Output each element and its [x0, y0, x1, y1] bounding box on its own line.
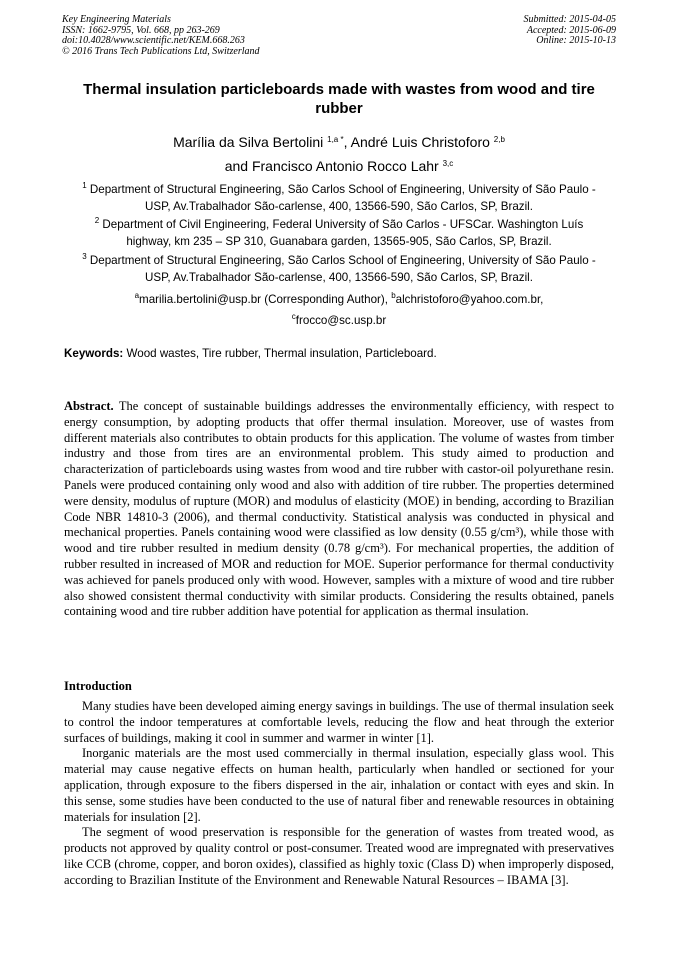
abstract	[64, 399, 614, 620]
keywords-label: Keywords:	[64, 347, 124, 360]
author-list: Marília da Silva Bertolini $^{1,a *}$, André Luis Christoforo $^{2,b}$ and Francisco Antonio Rocco Lahr $^{3,c}$	[173, 134, 505, 174]
abstract-text: The concept of sustainable buildings addresses the environmentally efficiency, with respect to energy consumption, by adopting products that offer thermal insulation. Moreover, use of wastes from different materials also contributes to obtain products for this application. The volume of wastes from timber industry and those from tires are an environmental problem. This study aimed to production and characterization of particleboards using wastes from wood and tire rubber with castor-oil polyurethane resin. Panels were produced containing only wood and also with addition of tire rubber. The properties determined were density, modulus of rupture (MOR) and modulus of elasticity (MOE) in bending, according to Brazilian Code NBR 14810-3 (2006), and thermal conductivity. Statistical analysis was conducted in physical and mechanical properties. Panels containing wood were classified as low density (0.55 g/cm³), while those with wood and tire rubber resulted in medium density (0.78 g/cm³). For mechanical properties, the addition of rubber resulted in increased of MOR and reduction for MOE. Superior performance for thermal conductivity was achieved for panels produced only with wood. However, samples with a mixture of wood and tire rubber also showed consistent thermal conductivity with similar products. Considering the results obtained, panels containing wood and tire rubber addition have potential for application as thermal insulation.	[64, 399, 614, 619]
issn: ISSN: 1662-9795, Vol. 668, pp 263-269	[62, 24, 220, 36]
author-1-marker: 1,a *	[327, 135, 344, 144]
author-3-marker: 3,c	[442, 159, 454, 168]
online-date: Online: 2015-10-13	[536, 35, 616, 46]
author-2: André Luis Christoforo	[350, 134, 490, 150]
author-2-marker: 2,b	[493, 135, 505, 144]
email-a[interactable]: marilia.bertolini@usp.br (Corresponding Author),	[139, 293, 388, 306]
journal-info	[62, 15, 260, 57]
publication-dates	[524, 15, 617, 47]
abstract-label: Abstract.	[64, 399, 114, 413]
email-a-marker: a	[134, 291, 140, 300]
author-emails	[62, 289, 616, 331]
affiliation-3-text: Department of Structural Engineering, São Carlos School of Engineering, University of São Paulo - USP, Av.Trabalhador São-carlense, 400, 13566-590, São Carlos, SP, Brazil.	[89, 254, 596, 284]
affiliation-1-number: 1	[82, 181, 87, 190]
submitted-date: Submitted: 2015-04-05	[523, 14, 616, 25]
keywords-text: Wood wastes, Tire rubber, Thermal insulation, Particleboard.	[126, 347, 437, 360]
introduction-body	[64, 699, 614, 889]
intro-paragraph-1: Many studies have been developed aiming energy savings in buildings. The use of thermal insulation seek to control the indoor temperatures at comfortable levels, reducing the flow and heat through the exterior surfaces of buildings, making it cool in summer and warmer in winter [1].	[64, 699, 614, 745]
paper-title: Thermal insulation particleboards made with wastes from wood and tire rubber	[83, 81, 595, 117]
author-1: Marília da Silva Bertolini	[173, 134, 324, 150]
intro-paragraph-2: Inorganic materials are the most used commercially in thermal insulation, especially glass wool. This material may cause negative effects on human health, particularly when handled or sectioned for your application, through exposure to the fibers dispersed in the air, inhalation or contact with eyes and skin. In this sense, some studies have been conducted to the use of natural fiber and renewable resources in obtaining materials for insulation [2].	[64, 746, 614, 824]
intro-paragraph-3: The segment of wood preservation is responsible for the generation of wastes from treated wood, as products not approved by quality control or post-consumer. Treated wood are impregnated with preservatives like CCB (chrome, copper, and boron oxides), classified as highly toxic (Class D) when improperly disposed, according to Brazilian Institute of the Environment and Renewable Natural Resources – IBAMA [3].	[64, 825, 614, 887]
affiliation-3	[72, 252, 606, 286]
introduction-heading: Introduction	[64, 679, 132, 693]
author-3: Francisco Antonio Rocco Lahr	[251, 158, 439, 174]
email-b[interactable]: alchristoforo@yahoo.com.br,	[395, 293, 544, 306]
journal-name: Key Engineering Materials	[62, 14, 171, 25]
accepted-date: Accepted: 2015-06-09	[526, 24, 616, 36]
affiliation-2	[72, 216, 606, 250]
affiliation-3-number: 3	[82, 252, 87, 261]
copyright: © 2016 Trans Tech Publications Ltd, Switzerland	[62, 45, 260, 57]
keywords	[64, 346, 616, 362]
affiliation-1	[72, 181, 606, 215]
doi: doi:10.4028/www.scientific.net/KEM.668.263	[62, 35, 245, 46]
email-c[interactable]: frocco@sc.usp.br	[295, 314, 387, 327]
affiliation-2-text: Department of Civil Engineering, Federal University of São Carlos - UFSCar. Washington Luís highway, km 235 – SP 310, Guanabara garden, 13565-905, São Carlos, SP, Brazil.	[102, 218, 584, 248]
email-c-marker: c	[291, 312, 296, 321]
affiliation-1-text: Department of Structural Engineering, São Carlos School of Engineering, University of São Paulo - USP, Av.Trabalhador São-carlense, 400, 13566-590, São Carlos, SP, Brazil.	[89, 183, 596, 213]
email-b-marker: b	[391, 291, 396, 300]
affiliation-2-number: 2	[94, 216, 100, 225]
author-conjunction: and	[224, 158, 249, 174]
